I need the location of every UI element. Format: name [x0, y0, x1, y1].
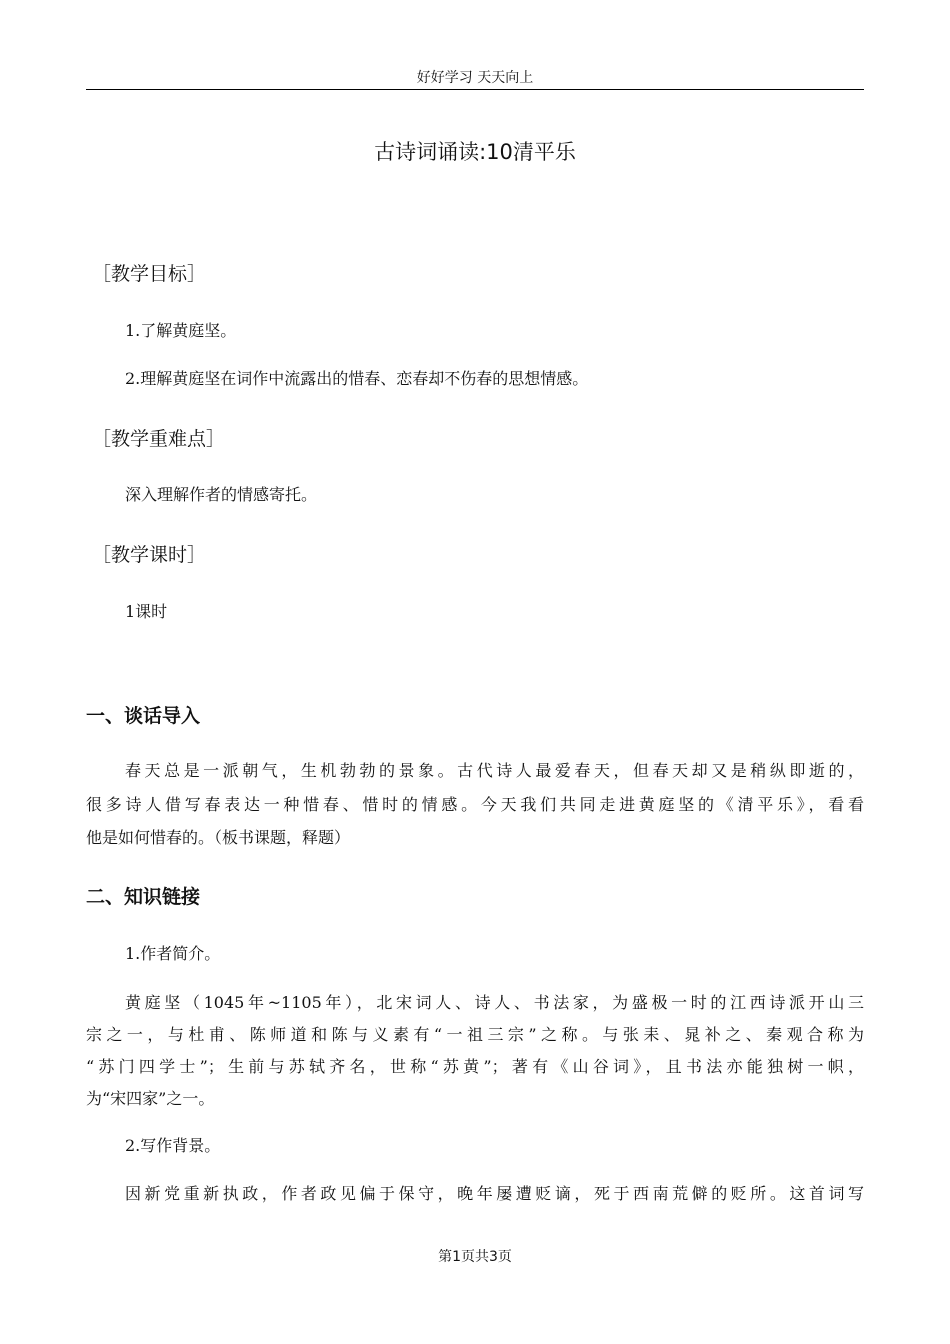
background-subheading: 2.写作背景。: [125, 1136, 221, 1155]
author-intro-subheading: 1.作者简介。: [125, 944, 221, 963]
background-line-1: 因新党重新执政，作者政见偏于保守，晚年屡遭贬谪，死于西南荒僻的贬所。这首词写: [125, 1184, 864, 1203]
part2-heading: 二、知识链接: [86, 886, 201, 908]
key-points-text: 深入理解作者的情感寄托。: [125, 485, 318, 504]
bio-line-1: 黄庭坚（1045年~1105年），北宋词人、诗人、书法家，为盛极一时的江西诗派开山三: [125, 993, 864, 1012]
header-rule: [86, 89, 864, 90]
objective-item-1: 1.了解黄庭坚。: [125, 321, 237, 340]
hours-heading: ［教学课时］: [92, 544, 207, 566]
bio-line-4: 为“宋四家”之一。: [86, 1089, 215, 1108]
document-title: 古诗词诵读:10清平乐: [374, 140, 576, 164]
part1-line-2: 很多诗人借写春表达一种惜春、惜时的情感。今天我们共同走进黄庭坚的《清平乐》，看看: [86, 795, 864, 814]
hours-text: 1课时: [125, 602, 168, 621]
objective-item-2: 2.理解黄庭坚在词作中流露出的惜春、恋春却不伤春的思想情感。: [125, 369, 589, 388]
bio-line-2: 宗之一，与杜甫、陈师道和陈与义素有“一祖三宗”之称。与张耒、晁补之、秦观合称为: [86, 1025, 864, 1044]
part1-line-1: 春天总是一派朝气，生机勃勃的景象。古代诗人最爱春天，但春天却又是稍纵即逝的，: [125, 761, 864, 780]
key-points-heading: ［教学重难点］: [92, 428, 226, 450]
part1-heading: 一、谈话导入: [86, 705, 201, 727]
objectives-heading: ［教学目标］: [92, 263, 207, 285]
page-footer: 第1页共3页: [438, 1249, 512, 1265]
page-header: 好好学习 天天向上: [416, 70, 534, 86]
part1-line-3: 他是如何惜春的。（板书课题，释题）: [86, 828, 351, 847]
bio-line-3: “苏门四学士”；生前与苏轼齐名，世称“苏黄”；著有《山谷词》，且书法亦能独树一帜，: [86, 1057, 864, 1076]
